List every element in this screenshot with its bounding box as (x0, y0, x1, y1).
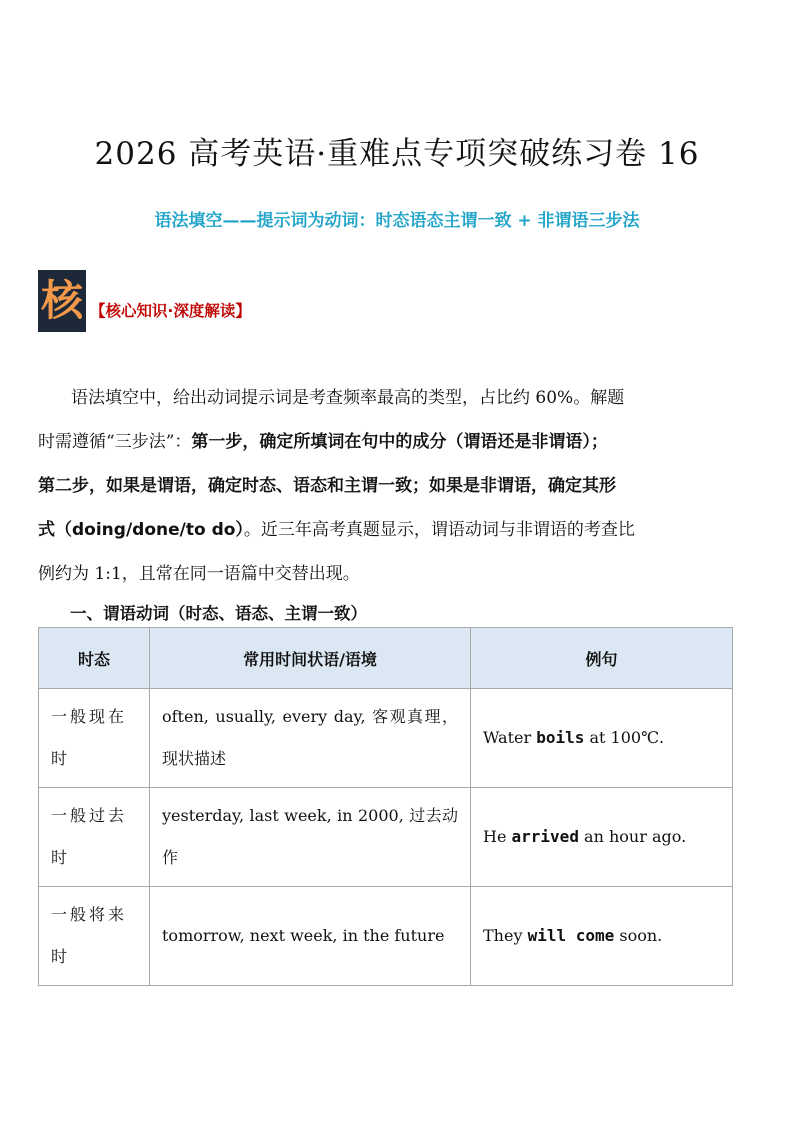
context-cell: tomorrow, next week, in the future (150, 887, 471, 986)
example-pre: He (483, 827, 512, 846)
core-knowledge-badge-icon: 核 (38, 270, 86, 332)
example-verb: boils (536, 728, 585, 747)
tense-cell: 一般过去时 (39, 788, 150, 887)
example-verb: will come (527, 926, 615, 945)
intro-line-4 (38, 508, 756, 552)
intro-paragraph (38, 376, 756, 596)
header-context: 常用时间状语/语境 (150, 628, 471, 689)
intro-line-2-plain: 时需遵循“三步法”： (38, 432, 192, 452)
tense-table (38, 627, 733, 986)
table-row (39, 887, 733, 986)
example-post: an hour ago. (578, 827, 687, 846)
intro-line-3 (38, 464, 756, 508)
intro-line-1: 语法填空中，给出动词提示词是考查频率最高的类型，占比约 60%。解题 (71, 388, 625, 408)
intro-line-3-bold: 第二步，如果是谓语，确定时态、语态和主谓一致；如果是非谓语，确定其形 (38, 476, 616, 496)
section-heading: 一、谓语动词（时态、语态、主谓一致） (70, 604, 367, 623)
table-row (39, 788, 733, 887)
table-row (39, 689, 733, 788)
intro-line-4-bold: 式（doing/done/to do） (38, 520, 244, 540)
intro-line-5: 例约为 1:1，且常在同一语篇中交替出现。 (38, 564, 360, 584)
header-example: 例句 (471, 628, 733, 689)
document-title: 2026 高考英语·重难点专项突破练习卷 16 (94, 136, 700, 172)
example-cell (471, 887, 733, 986)
intro-line-4-plain: 。近三年高考真题显示，谓语动词与非谓语的考查比 (243, 520, 635, 540)
example-verb: arrived (511, 827, 579, 846)
intro-line-2-bold: 第一步，确定所填词在句中的成分（谓语还是非谓语）； (191, 432, 608, 452)
example-post: soon. (614, 926, 663, 945)
example-cell (471, 788, 733, 887)
table-header-row (39, 628, 733, 689)
example-pre: Water (483, 728, 537, 747)
intro-line-2 (38, 420, 756, 464)
document-subtitle: 语法填空——提示词为动词：时态语态主谓一致 + 非谓语三步法 (154, 211, 640, 231)
tense-cell: 一般将来时 (39, 887, 150, 986)
example-cell (471, 689, 733, 788)
core-knowledge-label: 【核心知识·深度解读】 (90, 302, 251, 320)
context-cell: often, usually, every day, 客观真理，现状描述 (150, 689, 471, 788)
tense-cell: 一般现在时 (39, 689, 150, 788)
context-cell: yesterday, last week, in 2000, 过去动作 (150, 788, 471, 887)
header-tense: 时态 (39, 628, 150, 689)
example-pre: They (483, 926, 528, 945)
example-post: at 100℃. (584, 728, 665, 747)
